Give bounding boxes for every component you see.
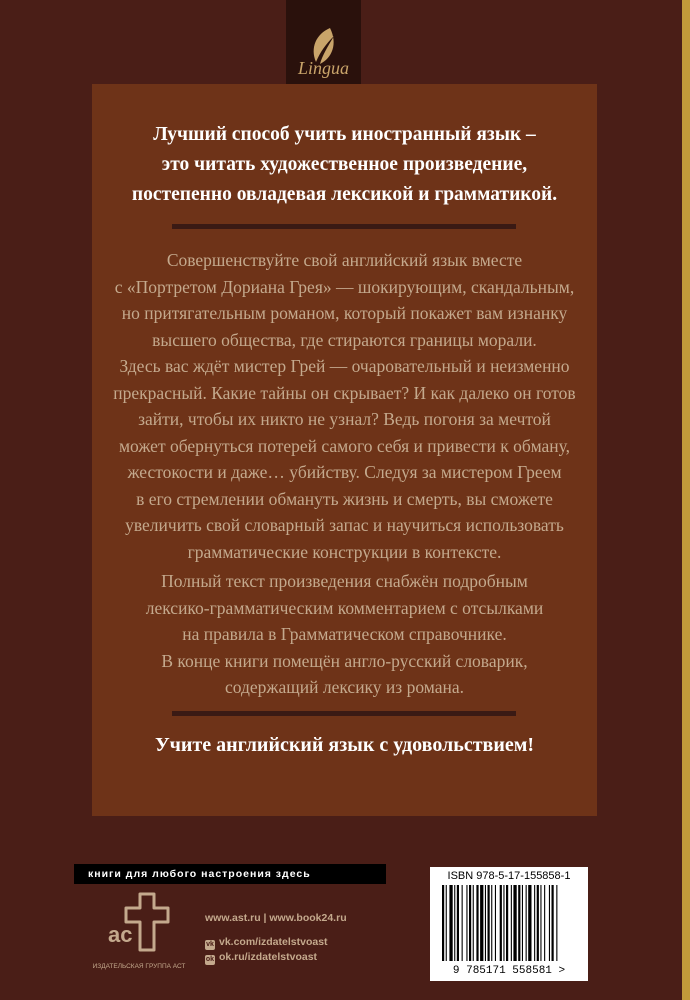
barcode-bar [449, 885, 452, 961]
lead-line: это читать художественное произведение, [161, 154, 528, 175]
isbn-barcode-block [430, 867, 588, 981]
social-vk [205, 936, 385, 950]
barcode-bar [446, 885, 447, 961]
barcode-bar [488, 885, 490, 961]
barcode-bar [513, 885, 516, 961]
description-line: высшего общества, где стираются границы морали. [152, 329, 537, 350]
closing-slogan: Учите английский язык с удовольствием! [154, 734, 535, 756]
barcode-bar [500, 885, 502, 961]
barcode-bar [476, 885, 478, 961]
description-line: прекрасный. Какие тайны он скрывает? И как далеко он готов [113, 382, 576, 403]
publisher-caption: ИЗДАТЕЛЬСКАЯ ГРУППА АСТ [92, 963, 186, 970]
barcode-digits: 9 785171 558581 > [452, 965, 566, 977]
description-line: но притягательным романом, который покажет вам изнанку [121, 303, 568, 323]
barcode-bar [537, 885, 539, 961]
description-line: зайти, чтобы их никто не узнал? Ведь погоня за мечтой [138, 409, 551, 429]
description-text [92, 247, 597, 565]
description-line: грамматические конструкции в контексте. [187, 541, 502, 562]
description-line: с «Портретом Дориана Грея» — шокирующим, скандальным, [114, 276, 575, 297]
lead-text [92, 120, 597, 210]
barcode-bar [469, 885, 471, 961]
barcode-bar [480, 885, 483, 961]
lead-line: Лучший способ учить иностранный язык – [153, 124, 536, 145]
barcode-bar [540, 885, 541, 961]
barcode-bar [485, 885, 486, 961]
divider-top [172, 224, 516, 229]
ok-icon: ok [205, 956, 215, 963]
barcode-bar [442, 885, 444, 961]
lead-line: постепенно овладевая лексикой и грамматикой. [131, 184, 558, 205]
isbn-label: ISBN 978-5-17-155858-1 [447, 870, 571, 882]
extras-line: Полный текст произведения снабжён подробным [161, 571, 528, 591]
barcode-bar [495, 885, 496, 961]
barcode-bar [526, 885, 527, 961]
barcode-bar [544, 885, 545, 961]
barcode-bar [503, 885, 504, 961]
lingua-logo [286, 0, 361, 95]
barcode-bar [466, 885, 467, 961]
description-panel [92, 84, 597, 816]
barcode-bar [518, 885, 520, 961]
description-line: увеличить свой словарный запас и научиться использовать [125, 515, 564, 535]
barcode-bar [457, 885, 459, 961]
description-line: в его стремлении обмануть жизнь и смерть, вы сможете [136, 488, 553, 509]
svg-text:ac: ac [108, 922, 133, 947]
vk-icon: vk [206, 941, 214, 948]
barcode-bar [534, 885, 535, 961]
gold-edge-strip [682, 0, 690, 1000]
barcode-bar [454, 885, 455, 961]
barcode-bar [506, 885, 508, 961]
barcode-bar [511, 885, 512, 961]
extras-text [92, 568, 597, 701]
social-link: vk.com/izdatelstvoast [219, 936, 328, 948]
slogan-bar: книги для любого настроения здесь [74, 864, 386, 884]
description-line: жестокости и даже… убийству. Следуя за мистером Греем [127, 462, 562, 482]
extras-line: В конце книги помещён англо-русский словарик, [161, 650, 528, 671]
barcode-bar [462, 885, 463, 961]
barcode-icon [432, 885, 586, 963]
barcode-bar [491, 885, 492, 961]
description-line: Здесь вас ждёт мистер Грей — очаровательный и неизменно [119, 356, 570, 376]
ast-logo-icon [104, 888, 174, 960]
barcode-bar [473, 885, 474, 961]
social-link: ok.ru/izdatelstvoast [219, 951, 318, 963]
barcode-bar [552, 885, 554, 961]
websites: www.ast.ru | www.book24.ru [205, 912, 347, 924]
extras-line: лексико-грамматическим комментарием с отсылками [145, 597, 544, 618]
extras-line: содержащий лексику из романа. [224, 677, 464, 697]
barcode-bar [528, 885, 531, 961]
divider-bottom [172, 711, 516, 716]
description-line: Совершенствуйте свой английский язык вместе [166, 250, 523, 270]
extras-line: на правила в Грамматическом справочнике. [182, 624, 507, 644]
barcode-bar [522, 885, 523, 961]
description-line: может обернуться потерей самого себя и привести к обману, [118, 435, 571, 456]
barcode-bar [556, 885, 557, 961]
feather-quill-icon [286, 0, 361, 95]
social-ok [205, 951, 385, 965]
logo-text: Lingua [297, 58, 349, 78]
barcode-bar [549, 885, 550, 961]
